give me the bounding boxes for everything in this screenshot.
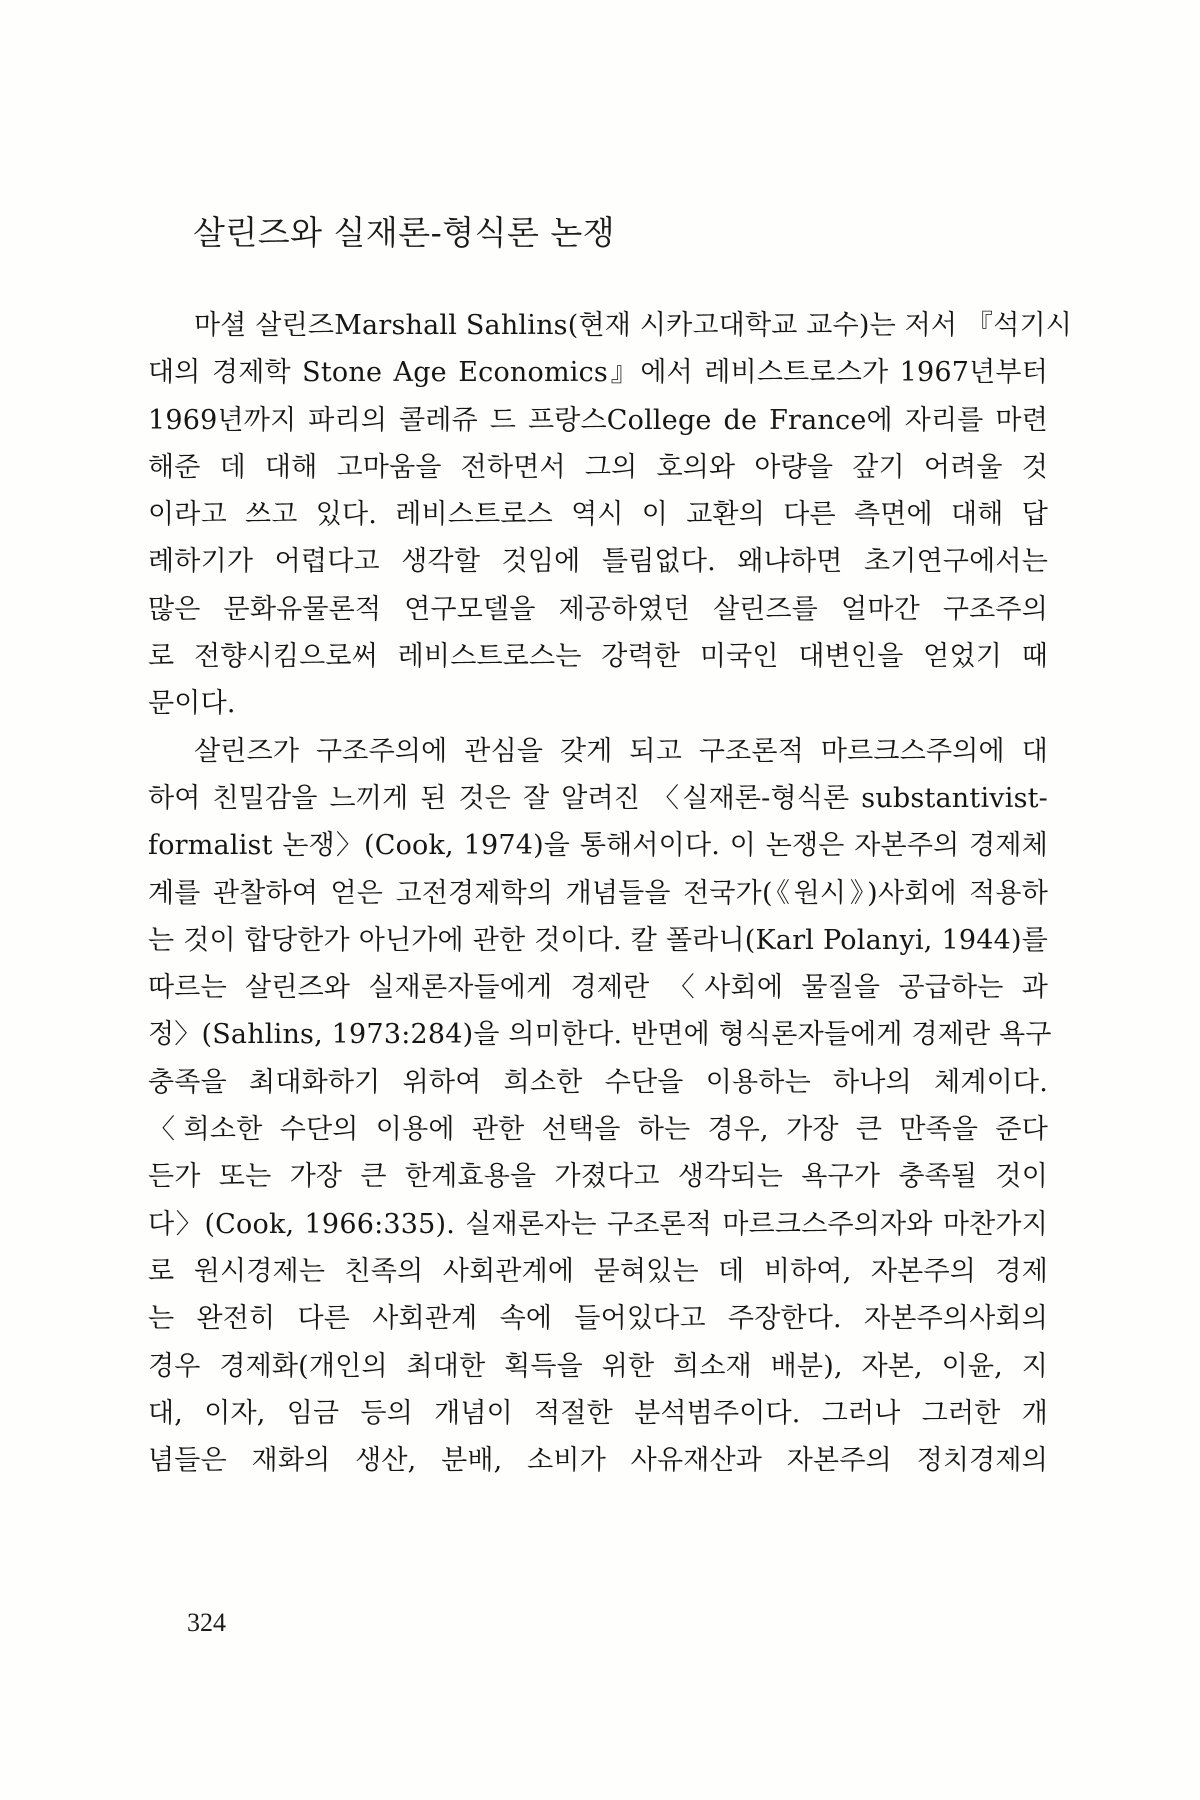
- text-line: 념들은 재화의 생산, 분배, 소비가 사유재산과 자본주의 정치경제의: [148, 1445, 1048, 1477]
- text-line: 문이다.: [148, 688, 236, 720]
- text-line: 마셜 살린즈Marshall Sahlins(현재 시카고대학교 교수)는 저서 『석기시: [194, 310, 1073, 341]
- text-line: 대, 이자, 임금 등의 개념이 적절한 분석범주이다. 그러나 그러한 개: [148, 1397, 1048, 1429]
- text-line: 이라고 쓰고 있다. 레비스트로스 역시 이 교환의 다른 측면에 대해 답: [148, 499, 1048, 531]
- text-line: 해준 데 대해 고마움을 전하면서 그의 호의와 아량을 갚기 어려울 것: [148, 451, 1048, 483]
- text-line: 든가 또는 가장 큰 한계효용을 가졌다고 생각되는 욕구가 충족될 것이: [148, 1161, 1048, 1193]
- section-title: 살린즈와 실재론-형식론 논쟁: [193, 213, 616, 252]
- text-line: 는 완전히 다른 사회관계 속에 들어있다고 주장한다. 자본주의사회의: [148, 1303, 1048, 1335]
- page-number: 324: [187, 1608, 226, 1637]
- text-line: 로 원시경제는 친족의 사회관계에 묻혀있는 데 비하여, 자본주의 경제: [148, 1255, 1048, 1287]
- text-line: 계를 관찰하여 얻은 고전경제학의 개념들을 전국가(《원시》)사회에 적용하: [148, 877, 1048, 909]
- text-line: 경우 경제화(개인의 최대한 획득을 위한 희소재 배분), 자본, 이윤, 지: [148, 1350, 1048, 1382]
- text-line: 〈희소한 수단의 이용에 관한 선택을 하는 경우, 가장 큰 만족을 준다: [148, 1114, 1048, 1146]
- text-line: 정〉(Sahlins, 1973:284)을 의미한다. 반면에 형식론자들에게 경제란 욕구: [148, 1019, 1052, 1051]
- text-line: 따르는 살린즈와 실재론자들에게 경제란 〈사회에 물질을 공급하는 과: [148, 972, 1048, 1004]
- text-line: 충족을 최대화하기 위하여 희소한 수단을 이용하는 하나의 체계이다.: [148, 1066, 1048, 1098]
- text-line: 례하기가 어렵다고 생각할 것임에 틀림없다. 왜냐하면 초기연구에서는: [148, 546, 1048, 578]
- text-line: 로 전향시킴으로써 레비스트로스는 강력한 미국인 대변인을 얻었기 때: [148, 641, 1048, 673]
- text-line: 살린즈가 구조주의에 관심을 갖게 되고 구조론적 마르크스주의에 대: [194, 735, 1048, 767]
- text-line: formalist 논쟁〉(Cook, 1974)을 통해서이다. 이 논쟁은 자본주의 경제체: [148, 830, 1048, 862]
- text-line: 다〉(Cook, 1966:335). 실재론자는 구조론적 마르크스주의자와 마찬가지: [148, 1208, 1048, 1240]
- body-text: [148, 302, 1073, 1484]
- text-line: 하여 친밀감을 느끼게 된 것은 잘 알려진 〈실재론-형식론 substantivist-: [148, 782, 1048, 814]
- text-line: 많은 문화유물론적 연구모델을 제공하였던 살린즈를 얼마간 구조주의: [148, 593, 1048, 625]
- text-line: 대의 경제학 Stone Age Economics』에서 레비스트로스가 1967년부터: [148, 357, 1048, 389]
- text-line: 1969년까지 파리의 콜레쥬 드 프랑스College de France에 자리를 마련: [148, 404, 1048, 436]
- text-line: 는 것이 합당한가 아닌가에 관한 것이다. 칼 폴라니(Karl Polanyi, 1944)를: [148, 924, 1048, 956]
